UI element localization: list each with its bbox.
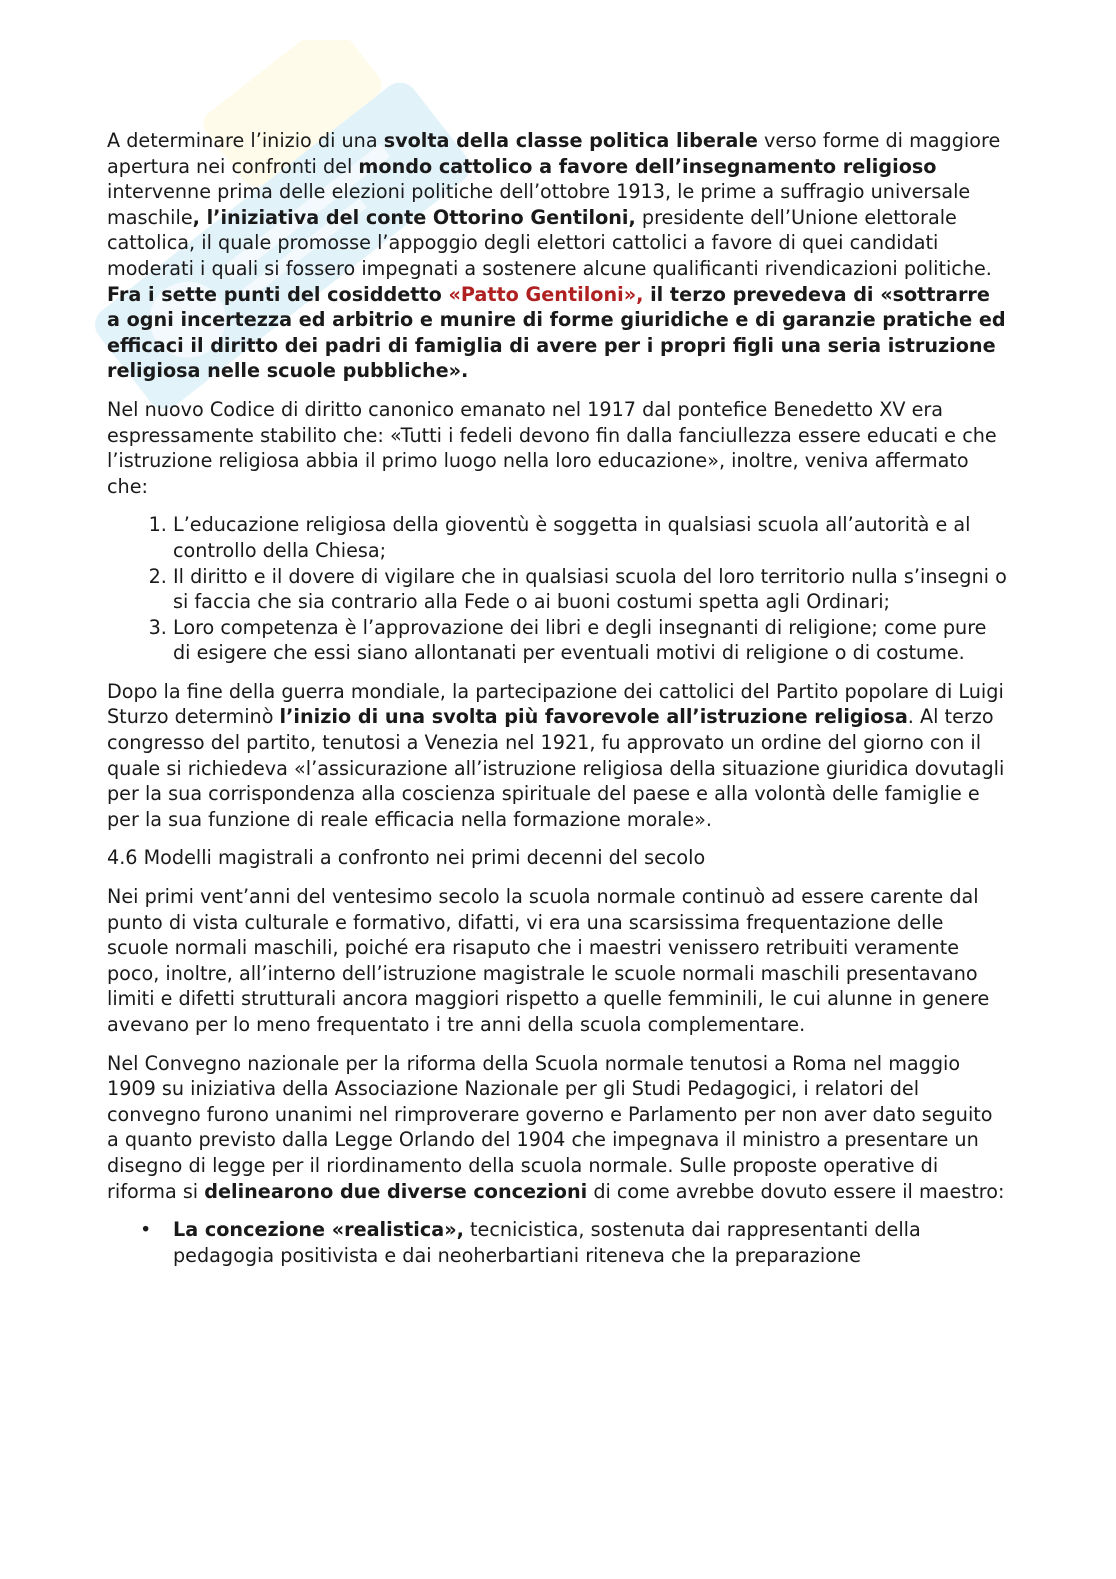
text-run: Nel Convegno nazionale per la riforma della Scuola normale tenutosi a Roma nel maggio 1909 su iniziativa della Associazione Nazionale per gli Studi Pedagogici, i relatori del convegno furono unanimi nel rimproverare governo e Parlamento per non aver dato seguito a quanto previsto dalla Legge Orlando del 1904 che impegnava il ministro a presentare un disegno di legge per il riordinamento della scuola normale. Sulle proposte operative di riforma si xyxy=(107,1051,993,1203)
paragraph-partito-popolare xyxy=(107,679,1007,833)
section-heading: 4.6 Modelli magistrali a confronto nei primi decenni del secolo xyxy=(107,846,706,870)
paragraph-gentiloni xyxy=(107,128,1007,384)
paragraph-scuola-normale: Nei primi vent’anni del ventesimo secolo la scuola normale continuò ad essere carente dal punto di vista culturale e formativo, difatti, vi era una scarsissima frequentazione delle scuole normali maschili, poiché era risaputo che i maestri venissero retribuiti veramente poco, inoltre, all’interno dell’istruzione magistrale le scuole normali maschili presentavano limiti e difetti strutturali ancora maggiori rispetto a quelle femminili, le cui alunne in genere avevano per lo meno frequentato i tre anni della scuola complementare. xyxy=(107,885,990,1036)
list-item: 3. Loro competenza è l’approvazione dei libri e degli insegnanti di religione; come pure di esigere che essi siano allontanati per eventuali motivi di religione o di costume. xyxy=(173,615,1007,666)
paragraph-convegno xyxy=(107,1051,1007,1205)
text-run: presidente dell’Unione elettorale cattolica, il quale promosse l’appoggio degli elettori cattolici a favore di quei candidati moderati i quali si fossero impegnati a sostenere alcune qualificanti rivendicazioni politiche. xyxy=(107,205,992,280)
bold-run: il terzo prevedeva di «sottrarre a ogni incertezza ed arbitrio e munire di forme giuridiche e di garanzie pratiche ed efficaci il diritto dei padri di famiglia di avere per i propri figli una seria istruzione religiosa nelle scuole pubbliche». xyxy=(107,282,1006,383)
bold-run: l’inizio di una svolta più favorevole all’istruzione religiosa xyxy=(279,705,908,729)
document-page xyxy=(107,128,1007,1268)
bold-run: La concezione «realistica», xyxy=(173,1218,464,1242)
bold-run: mondo cattolico a favore dell’insegnamento religioso xyxy=(358,154,937,178)
bold-run: delinearono due diverse concezioni xyxy=(204,1179,588,1203)
bullet-list xyxy=(107,1217,1007,1268)
list-item: 1. L’educazione religiosa della gioventù è soggetta in qualsiasi scuola all’autorità e al controllo della Chiesa; xyxy=(173,512,1007,563)
text-run: tecnicistica, sostenuta dai rappresentanti della pedagogia positivista e dai neoherbartiani riteneva che la preparazione xyxy=(173,1218,921,1267)
list-item: 2. Il diritto e il dovere di vigilare che in qualsiasi scuola del loro territorio nulla s’insegni o si faccia che sia contrario alla Fede o ai buoni costumi spetta agli Ordinari; xyxy=(173,564,1007,615)
bullet-icon: • xyxy=(140,1218,152,1242)
text-run: . Al terzo congresso del partito, tenutosi a Venezia nel 1921, fu approvato un ordine del giorno con il quale si richiedeva «l’assicurazione all’istruzione religiosa della situazione giuridica dovutagli per la sua corrispondenza alla coscienza spirituale del paese e alla volontà delle famiglie e per la sua funzione di reale efficacia nella formazione morale». xyxy=(107,705,1005,831)
numbered-list xyxy=(107,512,1007,666)
paragraph-codice-canonico: Nel nuovo Codice di diritto canonico emanato nel 1917 dal pontefice Benedetto XV era espressamente stabilito che: «Tutti i fedeli devono fin dalla fanciullezza essere educati e che l’istruzione religiosa abbia il primo luogo nella loro educazione», inoltre, veniva affermato che: xyxy=(107,397,997,498)
bold-run: Fra i sette punti del cosiddetto xyxy=(107,282,449,306)
text-run: intervenne prima delle elezioni politiche dell’ottobre 1913, le prime a suffragio universale maschile xyxy=(107,180,971,229)
text-run: di come avrebbe dovuto essere il maestro: xyxy=(587,1179,1005,1203)
text-run: verso forme di maggiore apertura nei confronti del xyxy=(107,129,1001,178)
text-run: Dopo la fine della guerra mondiale, la partecipazione dei cattolici del Partito popolare di Luigi Sturzo determinò xyxy=(107,679,1004,729)
bold-run: svolta della classe politica liberale xyxy=(383,129,758,152)
list-item xyxy=(140,1217,1007,1268)
text-run: A determinare l’inizio di una xyxy=(107,129,384,152)
bold-run: , l’iniziativa del conte Ottorino Gentiloni, xyxy=(192,205,636,229)
bold-red-run: «Patto Gentiloni», xyxy=(448,282,644,306)
